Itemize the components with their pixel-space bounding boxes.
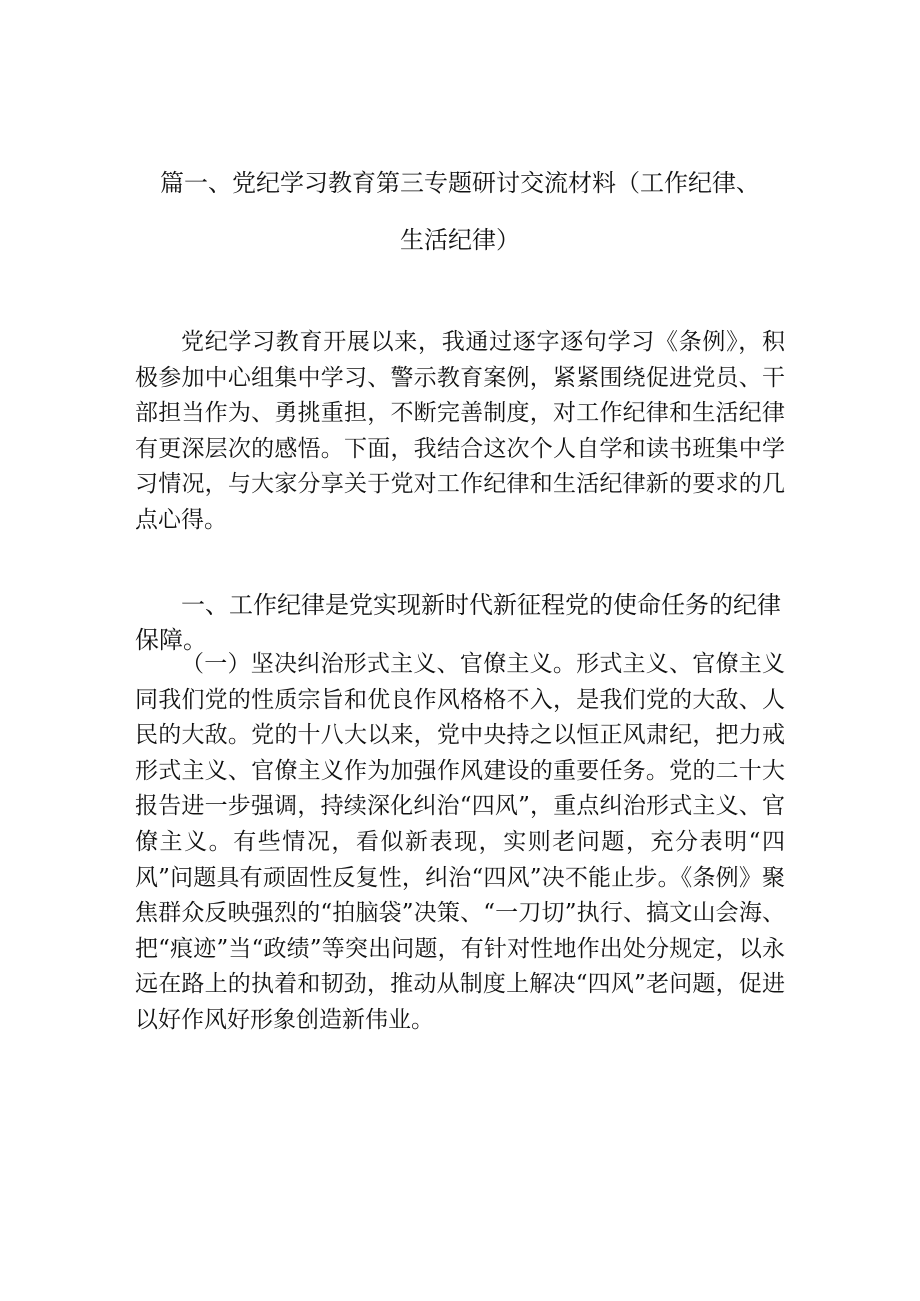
intro-paragraph: 党纪学习教育开展以来，我通过逐字逐句学习《条例》，积极参加中心组集中学习、警示教育案例，紧紧围绕促进党员、干部担当作为、勇挑重担，不断完善制度，对工作纪律和生活纪律有更深层次的感悟。下面，我结合这次个人自学和读书班集中学习情况，与大家分享关于党对工作纪律和生活纪律新的要求的几点心得。 xyxy=(135,329,785,533)
document-title-line-2: 生活纪律） xyxy=(400,226,520,254)
subsection-paragraph-1: （一）坚决纠治形式主义、官僚主义。形式主义、官僚主义同我们党的性质宗旨和优良作风格格不入，是我们党的大敌、人民的大敌。党的十八大以来，党中央持之以恒正风肃纪，把力戒形式主义、官僚主义作为加强作风建设的重要任务。党的二十大报告进一步强调，持续深化纠治“四风”，重点纠治形式主义、官僚主义。有些情况，看似新表现，实则老问题，充分表明“四风”问题具有顽固性反复性，纠治“四风”决不能止步。《条例》聚焦群众反映强烈的“拍脑袋”决策、“一刀切”执行、搞文山会海、把“痕迹”当“政绩”等突出问题，有针对性地作出处分规定，以永远在路上的执着和韧劲，推动从制度上解决“四风”老问题，促进以好作风好形象创造新伟业。 xyxy=(135,651,785,1033)
section-heading-1: 一、工作纪律是党实现新时代新征程党的使命任务的纪律保障。 xyxy=(135,591,781,654)
document-title-line-1: 篇一、党纪学习教育第三专题研讨交流材料（工作纪律、 xyxy=(160,169,760,197)
